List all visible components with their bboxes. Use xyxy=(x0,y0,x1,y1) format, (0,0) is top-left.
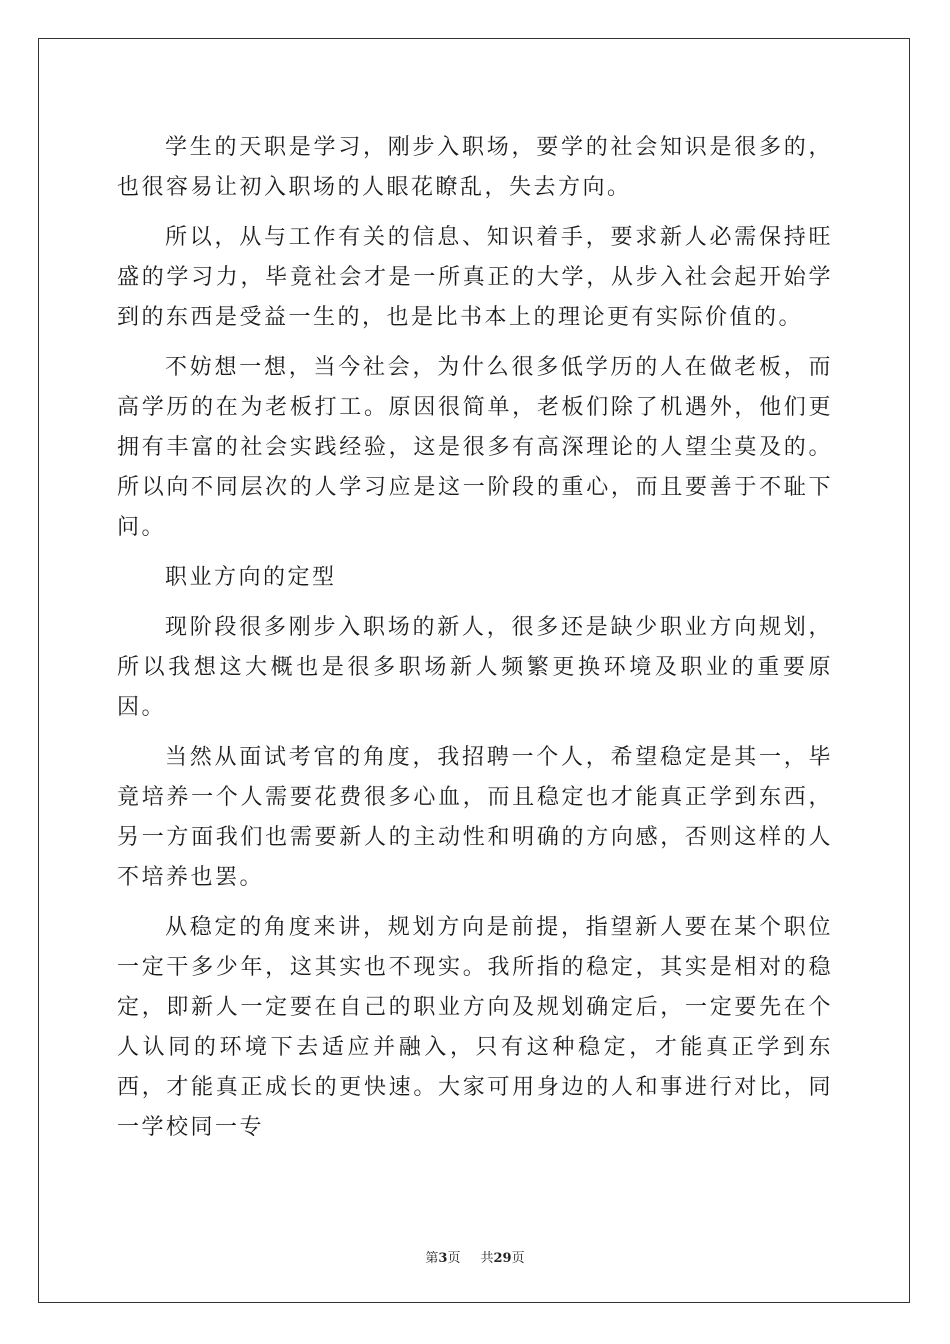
paragraph-3: 不妨想一想，当今社会，为什么很多低学历的人在做老板，而高学历的在为老板打工。原因很简单，老板们除了机遇外，他们更拥有丰富的社会实践经验，这是很多有高深理论的人望尘莫及的。所以向不同层次的人学习应是这一阶段的重心，而且要善于不耻下问。 xyxy=(117,355,833,540)
total-prefix: 共 xyxy=(480,1251,494,1266)
page-suffix: 页 xyxy=(447,1251,461,1266)
paragraph-1: 学生的天职是学习，刚步入职场，要学的社会知识是很多的，也很容易让初入职场的人眼花瞭乱，失去方向。 xyxy=(117,135,833,200)
page-footer xyxy=(0,1247,950,1266)
page-prefix: 第 xyxy=(425,1251,439,1266)
document-body xyxy=(117,128,833,1158)
paragraph-2: 所以，从与工作有关的信息、知识着手，要求新人必需保持旺盛的学习力，毕竟社会才是一所真正的大学，从步入社会起开始学到的东西是受益一生的，也是比书本上的理论更有实际价值的。 xyxy=(117,225,833,330)
section-heading: 职业方向的定型 xyxy=(165,565,337,590)
total-suffix: 页 xyxy=(511,1251,525,1266)
page-total: 29 xyxy=(493,1251,512,1266)
paragraph-6: 从稳定的角度来讲，规划方向是前提，指望新人要在某个职位一定干多少年，这其实也不现实。我所指的稳定，其实是相对的稳定，即新人一定要在自己的职业方向及规划确定后，一定要先在个人认同的环境下去适应并融入，只有这种稳定，才能真正学到东西，才能真正成长的更快速。大家可用身边的人和事进行对比，同一学校同一专 xyxy=(117,915,833,1140)
paragraph-5: 当然从面试考官的角度，我招聘一个人，希望稳定是其一，毕竟培养一个人需要花费很多心血，而且稳定也才能真正学到东西，另一方面我们也需要新人的主动性和明确的方向感，否则这样的人不培养也罢。 xyxy=(117,745,833,890)
page-current: 3 xyxy=(438,1251,448,1266)
paragraph-4: 现阶段很多刚步入职场的新人，很多还是缺少职业方向规划，所以我想这大概也是很多职场新人频繁更换环境及职业的重要原因。 xyxy=(117,615,833,720)
